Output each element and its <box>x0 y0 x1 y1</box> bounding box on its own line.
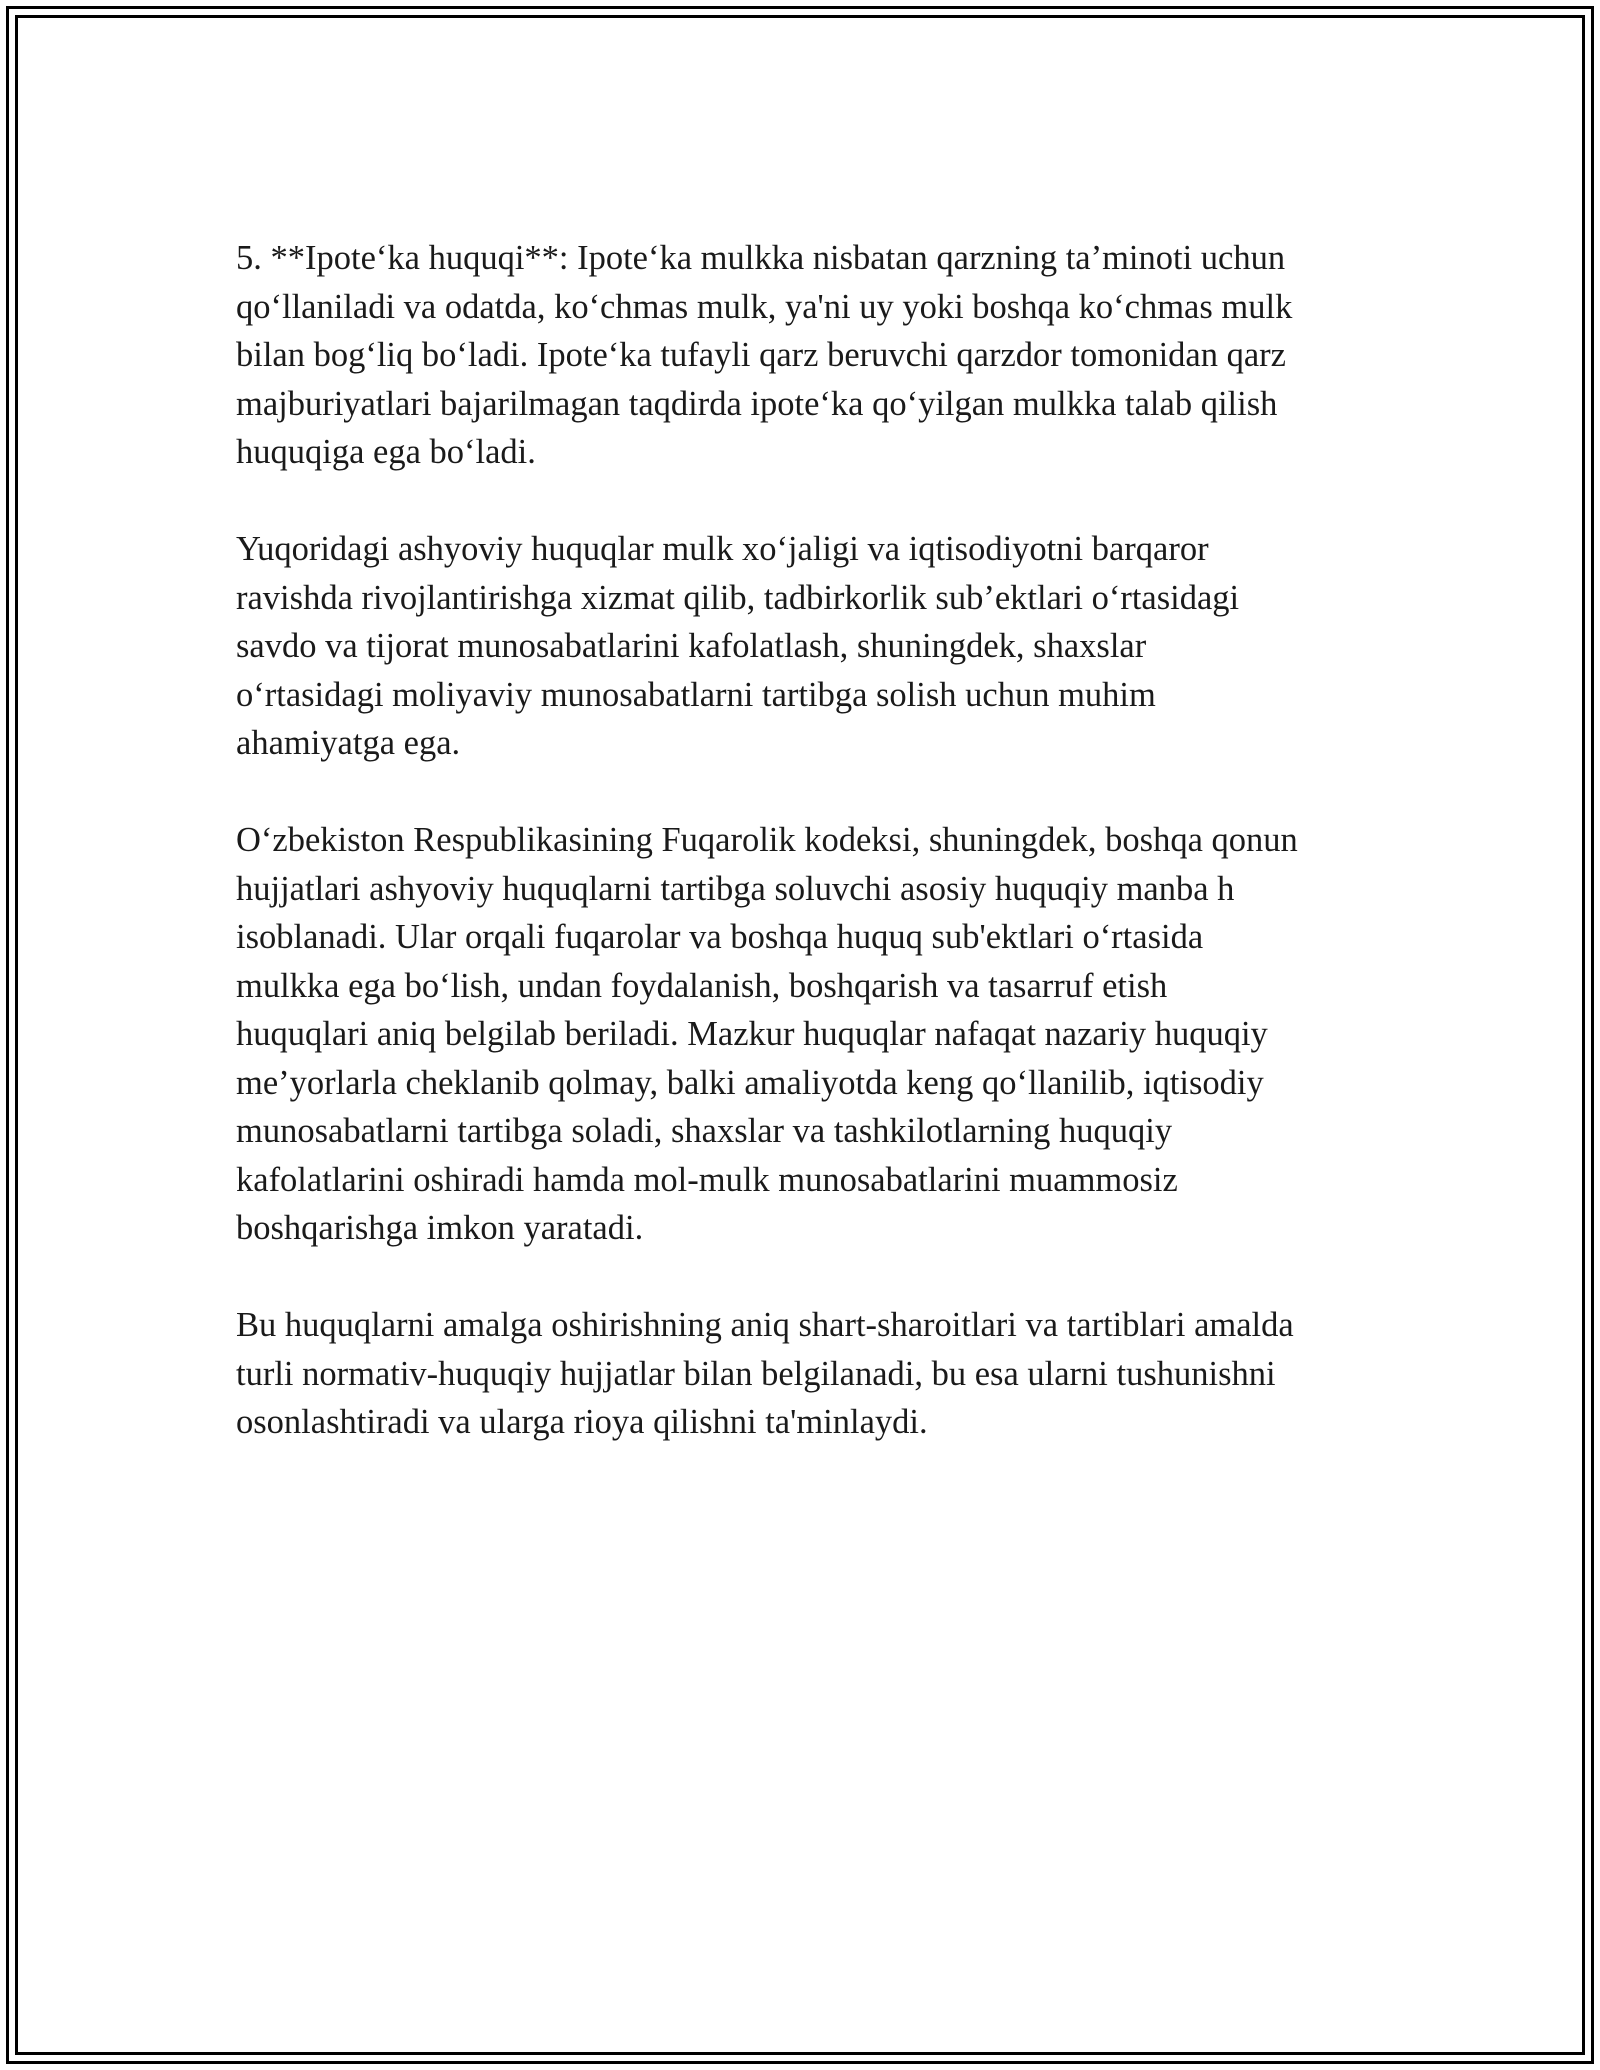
text-line: munosabatlarni tartibga soladi, shaxslar va tashkilotlarning huquqiy <box>236 1112 1173 1150</box>
paragraph-civil-code <box>236 816 1386 1253</box>
text-line: Bu huquqlarni amalga oshirishning aniq shart-sharoitlari va tartiblari amalda <box>236 1306 1294 1344</box>
text-line: mulkka ega bo‘lish, undan foydalanish, boshqarish va tasarruf etish <box>236 966 1168 1005</box>
text-line: kafolatlarini oshiradi hamda mol-mulk munosabatlarini muammosiz <box>236 1160 1178 1199</box>
text-line: 5. **Ipote‘ka huquqi**: Ipote‘ka mulkka nisbatan qarzning ta’minoti uchun <box>236 239 1286 277</box>
text-line: huquqlari aniq belgilab beriladi. Mazkur huquqlar nafaqat nazariy huquqiy <box>236 1015 1268 1053</box>
paragraph-implementation-conditions <box>236 1301 1386 1447</box>
document-body <box>236 234 1386 1495</box>
paragraph-property-rights-importance <box>236 525 1386 768</box>
text-line: osonlashtiradi va ularga rioya qilishni ta'minlaydi. <box>236 1403 928 1441</box>
text-line: huquqiga ega bo‘ladi. <box>236 433 536 471</box>
text-line: o‘rtasidagi moliyaviy munosabatlarni tartibga solish uchun muhim <box>236 675 1156 714</box>
text-line: isoblanadi. Ular orqali fuqarolar va boshqa huquq sub'ektlari o‘rtasida <box>236 918 1204 956</box>
text-line: ravishda rivojlantirishga xizmat qilib, tadbirkorlik sub’ektlari o‘rtasidagi <box>236 578 1240 617</box>
text-line: O‘zbekiston Respublikasining Fuqarolik kodeksi, shuningdek, boshqa qonun <box>236 821 1298 859</box>
paragraph-mortgage-right <box>236 234 1386 477</box>
text-line: majburiyatlari bajarilmagan taqdirda ipote‘ka qo‘yilgan mulkka talab qilish <box>236 384 1278 423</box>
text-line: turli normativ-huquqiy hujjatlar bilan belgilanadi, bu esa ularni tushunishni <box>236 1354 1276 1393</box>
text-line: ahamiyatga ega. <box>236 724 461 762</box>
text-line: Yuqoridagi ashyoviy huquqlar mulk xo‘jaligi va iqtisodiyotni barqaror <box>236 530 1209 568</box>
text-line: boshqarishga imkon yaratadi. <box>236 1209 644 1247</box>
text-line: savdo va tijorat munosabatlarini kafolatlash, shuningdek, shaxslar <box>236 627 1147 665</box>
text-line: bilan bog‘liq bo‘ladi. Ipote‘ka tufayli qarz beruvchi qarzdor tomonidan qarz <box>236 336 1286 374</box>
text-line: me’yorlarla cheklanib qolmay, balki amaliyotda keng qo‘llanilib, iqtisodiy <box>236 1063 1264 1102</box>
text-line: qo‘llaniladi va odatda, ko‘chmas mulk, ya'ni uy yoki boshqa ko‘chmas mulk <box>236 287 1293 326</box>
text-line: hujjatlari ashyoviy huquqlarni tartibga soluvchi asosiy huquqiy manba h <box>236 869 1235 908</box>
